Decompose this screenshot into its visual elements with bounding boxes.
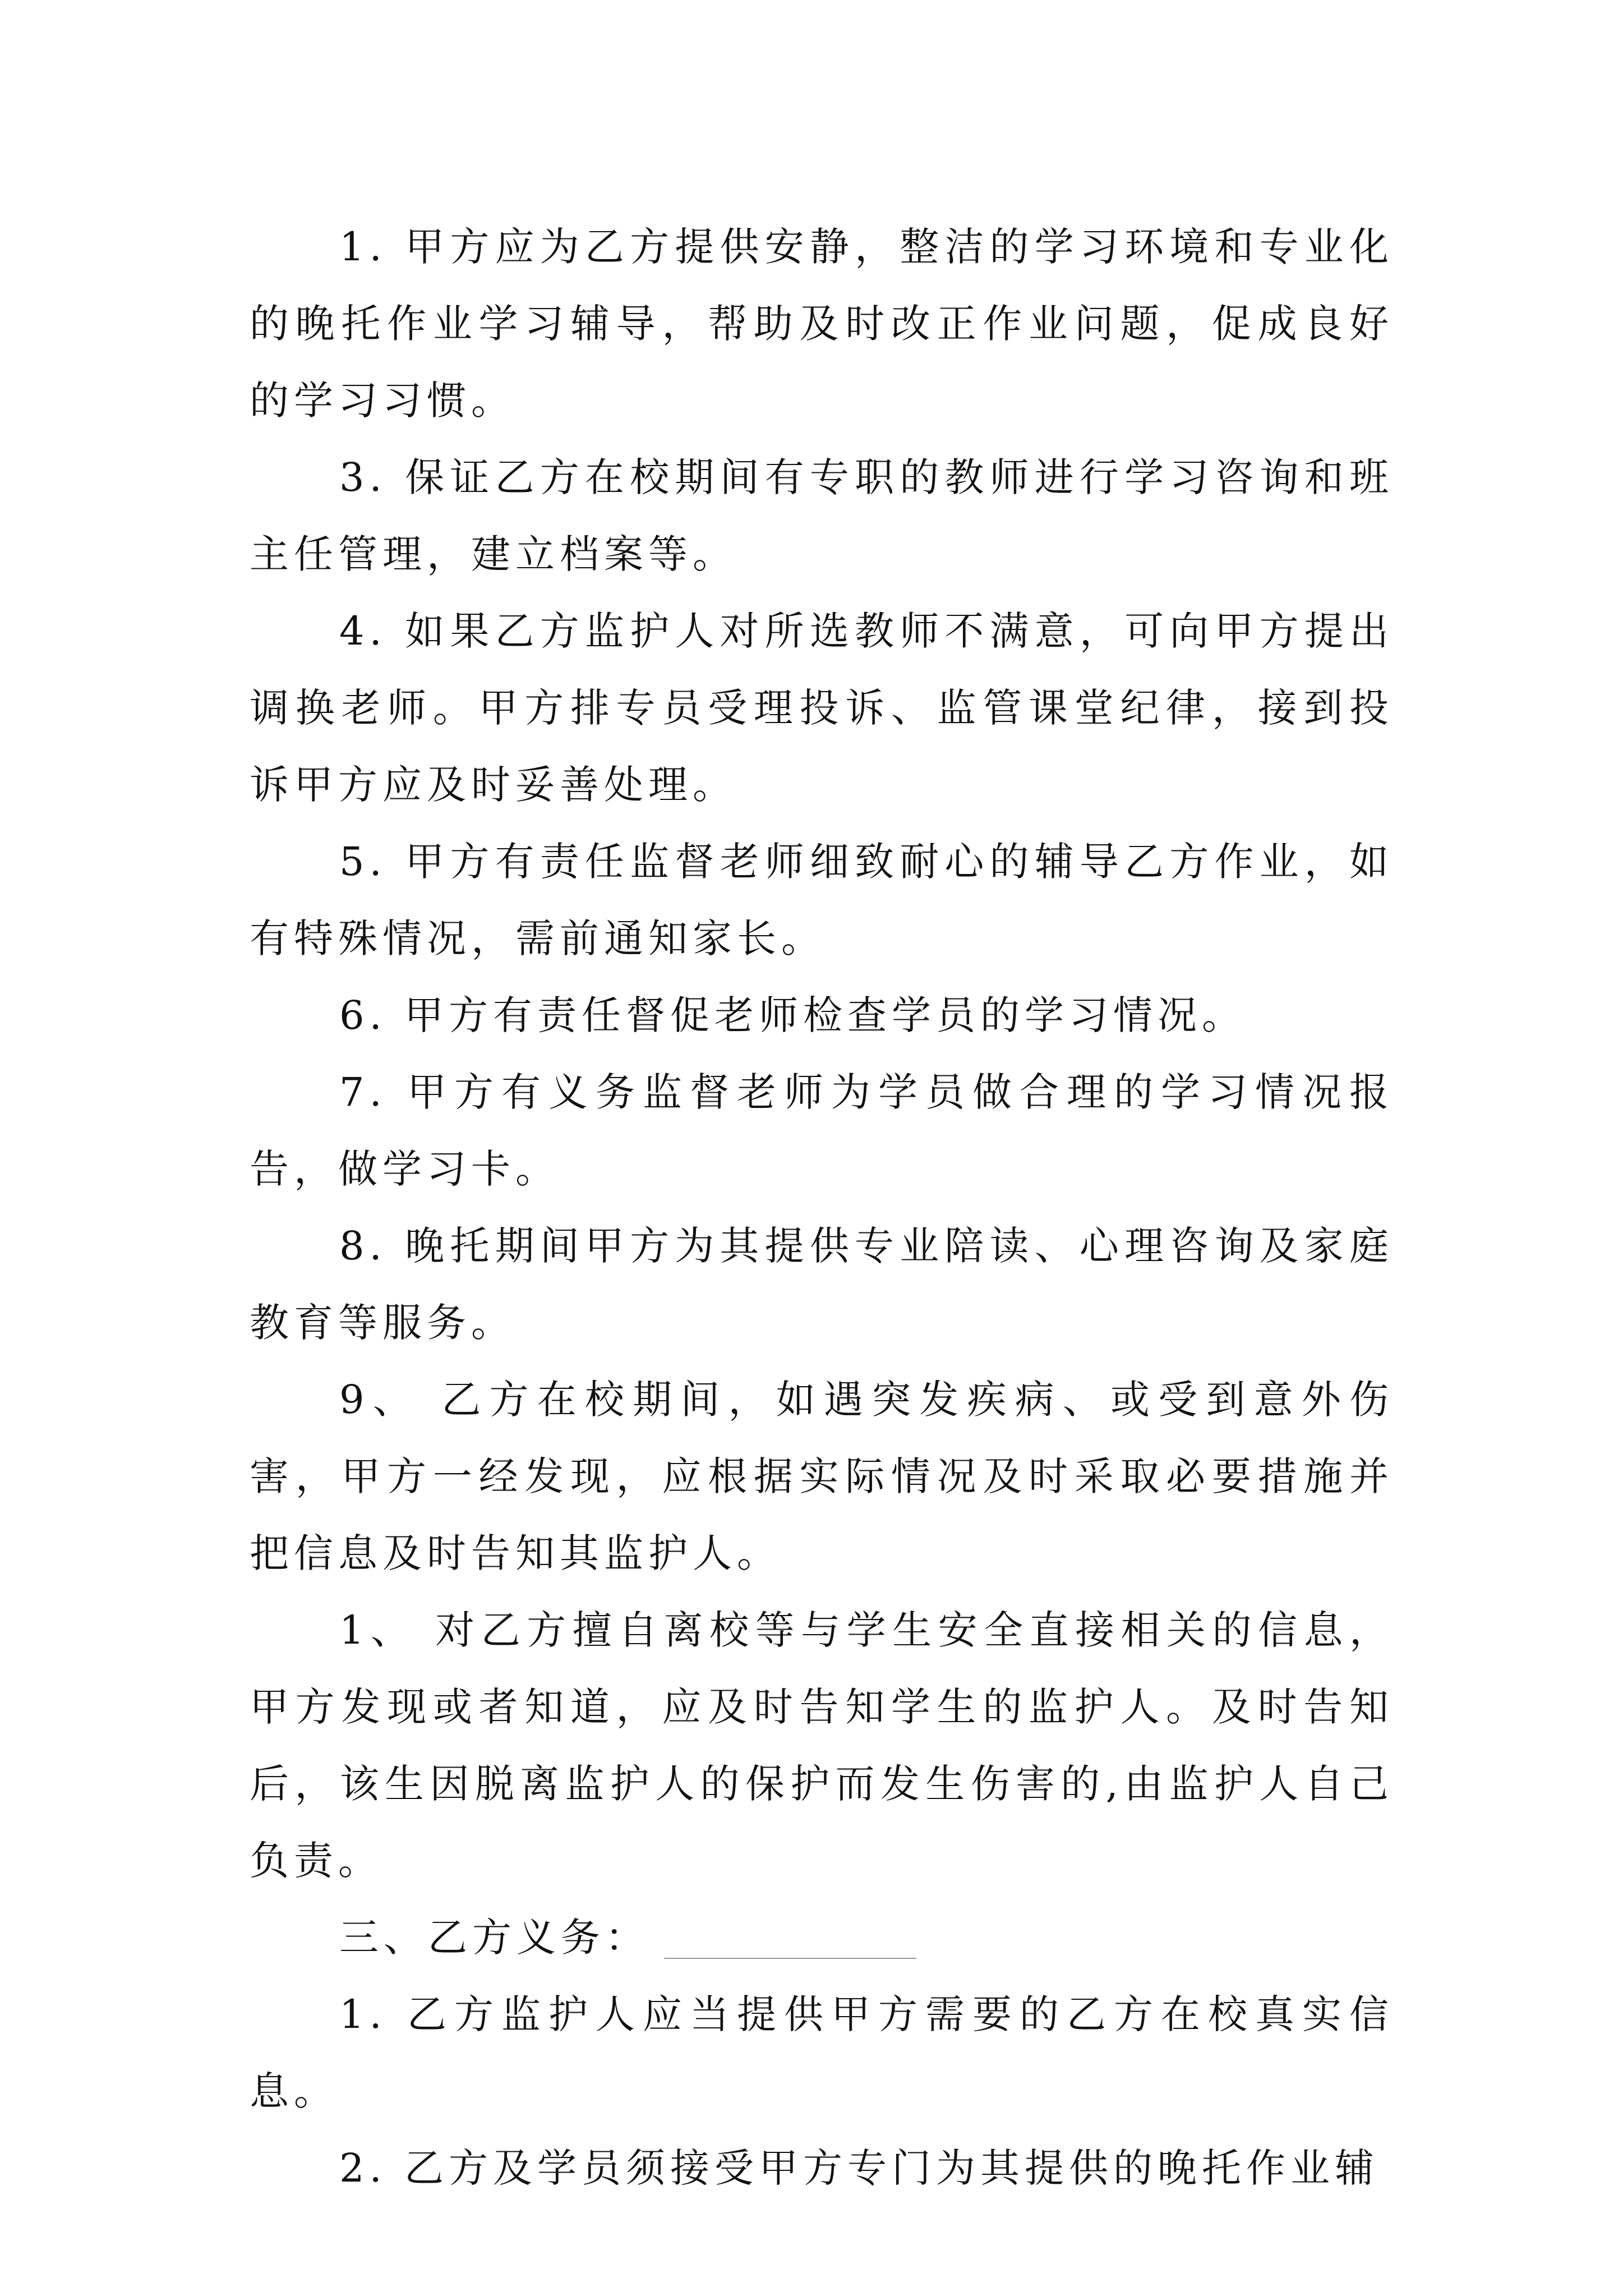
clause-6: 6. 甲方有责任督促老师检查学员的学习情况。 [339,992,1247,1038]
clause-5: 5. 甲方有责任监督老师细致耐心的辅导乙方作业，如有特殊情况，需前通知家长。 [250,839,1394,961]
clause-1: 1. 甲方应为乙方提供安静，整洁的学习环境和专业化的晚托作业学习辅导，帮助及时改正作业问题，促成良好的学习习惯。 [250,224,1394,424]
blank-underline [664,1958,916,1959]
clause-9: 9、 乙方在校期间，如遇突发疾病、或受到意外伤害，甲方一经发现，应根据实际情况及时采取必要措施并把信息及时告知其监护人。 [250,1377,1394,1576]
clause-7: 7. 甲方有义务监督老师为学员做合理的学习情况报告，做学习卡。 [250,1069,1394,1192]
obligation-1: 1. 乙方监护人应当提供甲方需要的乙方在校真实信息。 [250,1991,1394,2114]
section-heading: 三、乙方义务： [339,1915,649,1961]
obligation-2: 2. 乙方及学员须接受甲方专门为其提供的晚托作业辅 [339,2145,1380,2191]
clause-8: 8. 晚托期间甲方为其提供专业陪读、心理咨询及家庭教育等服务。 [250,1223,1394,1346]
document-body [250,209,1394,2207]
clause-3: 3. 保证乙方在校期间有专职的教师进行学习咨询和班主任管理，建立档案等。 [250,454,1394,577]
clause-safety-notice: 1、 对乙方擅自离校等与学生安全直接相关的信息，甲方发现或者知道，应及时告知学生的监护人。及时告知后，该生因脱离监护人的保护而发生伤害的,由监护人自己负责。 [250,1607,1394,1884]
clause-4: 4. 如果乙方监护人对所选教师不满意，可向甲方提出调换老师。甲方排专员受理投诉、监管课堂纪律，接到投诉甲方应及时妥善处理。 [250,608,1394,808]
section-heading-row [250,1899,1394,1976]
